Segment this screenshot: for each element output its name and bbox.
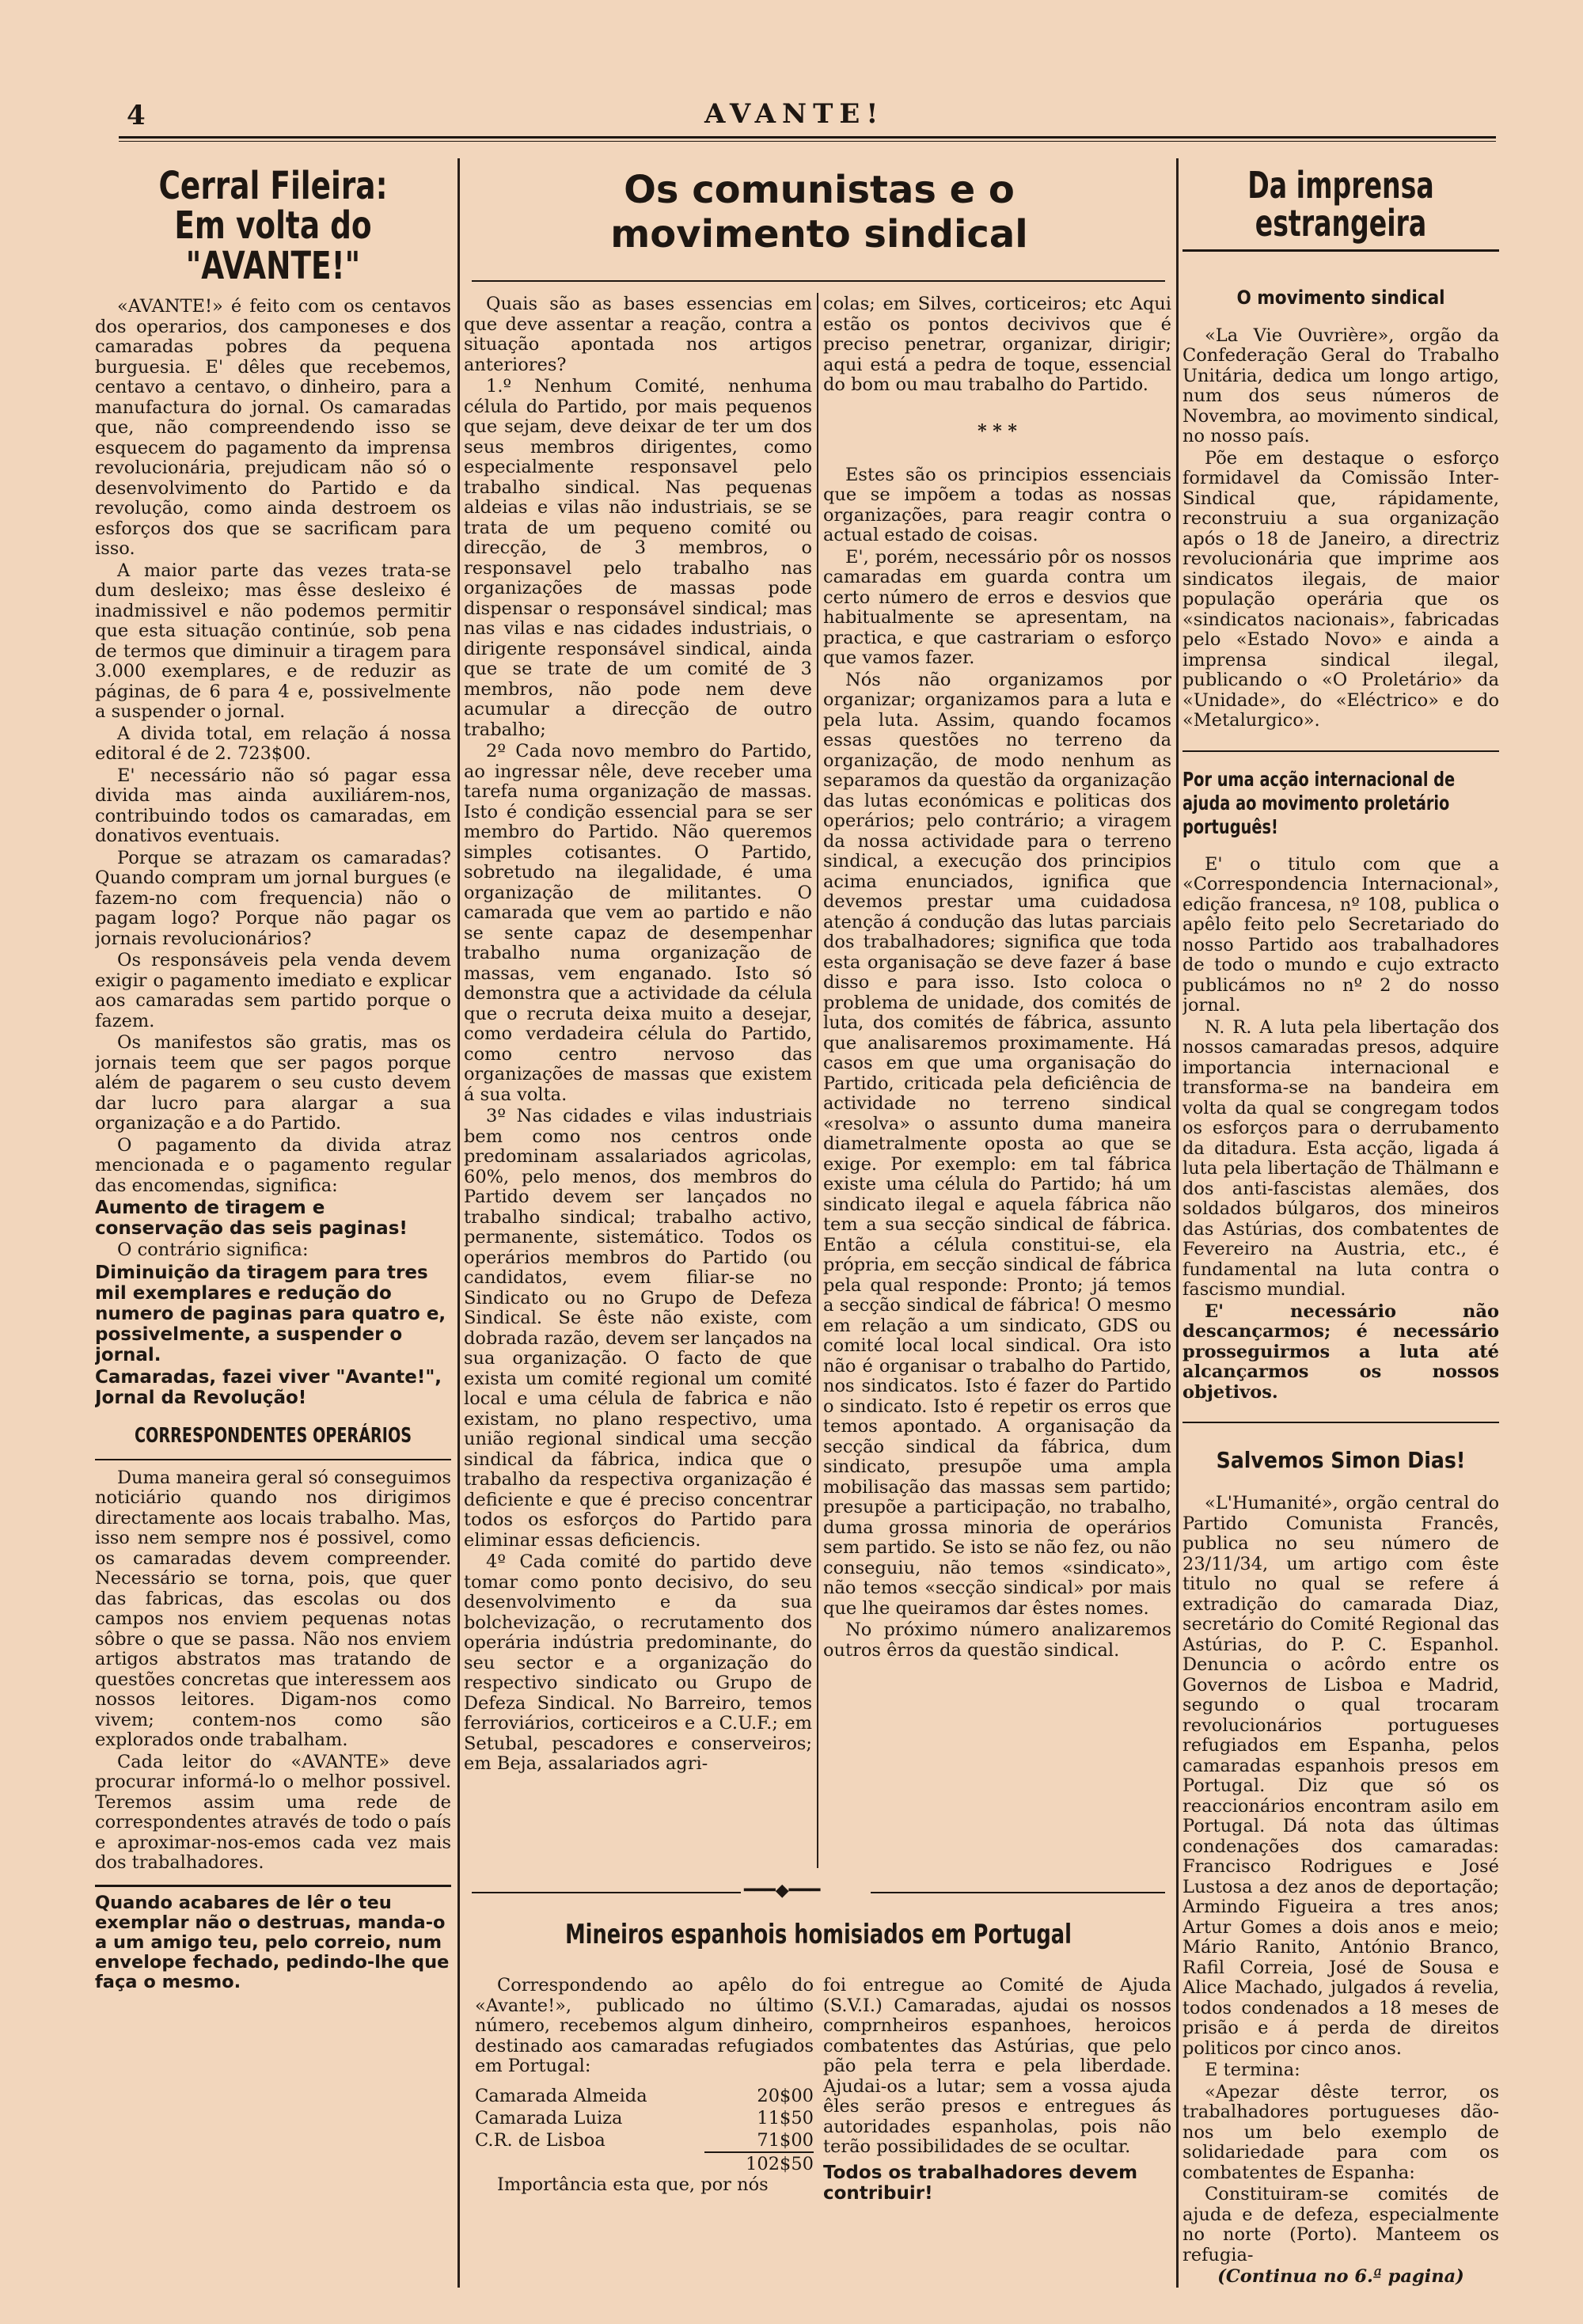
main-col-b [823,294,1171,1874]
paragraph: Porque se atrazam os camaradas? Quando compram um jornal burgues (e fazem-no com frequencia) não o pagam logo? Porque não pagar os jornais revolucionários? [95,847,451,949]
main-col-a [464,294,812,1874]
paragraph: 4º Cada comité do partido deve tomar como ponto decisivo, do seu desenvolvimento e da sua bolchevização, o recrutamento dos operária indústria predominante, do seu sector e a organização do respectivo sindicato ou Grupo de Defeza Sindical. No Barreiro, temos ferroviários, corticeiros e a C.U.F.; em Setubal, pescadores e conserveiros; em Beja, assalariados agri- [464,1551,812,1774]
paragraph: Os manifestos são gratis, mas os jornais teem que ser pagos porque além de pagarem o seu custo devem dar lucro para alargar a sua organização e a do Partido. [95,1032,451,1134]
paragraph: N. R. A luta pela libertação dos nossos camaradas presos, adquire importancia internacional e transforma-se na bandeira em volta da qual se congregam todos os esforços para o derrubamento da ditadura. Esta acção, ligada á luta pela libertação de Thälmann e dos anti-fascistas alemães, dos soldados búlgaros, dos mineiros das Astúrias, dos combatentes de Fevereiro na Austria, etc., é fundamental na luta contra o fascismo mundial. [1183,1016,1499,1301]
ornament-divider: ━━━◆━━━ [744,1881,821,1901]
donation-total-row [704,2151,814,2175]
paragraph: E', porém, necessário pôr os nossos camaradas em guarda contra um certo número de erros e desvios que habitualmente se apresentam, na practica, e que castrariam o esforço que vamos fazer. [823,546,1171,668]
donation-amount: 20$00 [757,2085,814,2106]
right-column [1183,166,1499,2288]
subsection-title: Por uma acção internacional de ajuda ao movimento proletário português! [1183,767,1456,838]
bold-statement: Camaradas, fazei viver "Avante!", Jornal da Revolução! [95,1366,442,1408]
paragraph: «L'Humanité», orgão central do Partido Comunista Francês, publica no seu número de 23/11/34, um artigo com êste titulo no qual se refere á extradição do camarada Diaz, secretário do Comité Regional das Astúrias, do P. C. Espanhol. Denuncia o acôrdo entre os Governos de Lisboa e Madrid, segundo o qual trocaram revolucionários portugueses refugiados em Espanha, pelos camaradas espanhois presos em Portugal. Diz que só os reaccionários encontram asilo em Portugal. Dá nota das últimas condenações dos camaradas: Francisco Rodrigues e José Lustosa a dez anos de deportação; Armindo Figueira a tres anos; Artur Gomes a dois anos e meio; Mário Ranito, António Branco, Rafil Correia, José de Sousa e Alice Machado, julgados á revelia, todos condenados a 18 meses de prisão e á perda de direitos politicos por cinco anos. [1183,1493,1499,2059]
bold-statement: Diminuição da tiragem para tres mil exemplares e redução do numero de paginas para quatro e, possivelmente, a suspender o jornal. [95,1262,446,1365]
divider-rule-left [472,1892,741,1893]
donation-row [475,2085,814,2107]
paragraph: 2º Cada novo membro do Partido, ao ingressar nêle, deve receber uma tarefa numa organização de massas. Isto é condição essencial para se ser membro do Partido. Não queremos simples cotisantes. O Partido, sobretudo na ilegalidade, é uma organização de militantes. O camarada que vem ao partido e não se sente capaz de desempenhar trabalho numa organização de massas, vem enganado. Isto só demonstra que a actividade da célula que o recruta deixa muito a desejar, como verdadeira célula do Partido, como centro nervoso das organizações de massas que existem á sua volta. [464,741,812,1105]
donation-amount: 71$00 [757,2129,814,2151]
paragraph: 1.º Nenhum Comité, nenhuma célula do Partido, por mais pequenos que sejam, deve deixar de ter um dos seus membros dirigentes, como especialmente responsavel pelo trabalho sindical. Nas pequenas aldeias e vilas não industriais, se se trata de um pequeno comité ou direcção, de 3 membros, o responsavel pelo trabalho nas organizações de massas pode dispensar o responsável sindical; mas nas vilas e nas cidades industriais, o dirigente responsável sindical, ainda que se trate de um comité de 3 membros, não pode nem deve acumular a direcção de outro trabalho; [464,376,812,740]
paragraph: Duma maneira geral só conseguimos noticiário quando nos dirigimos directamente aos locais trabalho. Mas, isso nem sempre nos é possivel, como os camaradas devem compreender. Necessário se torna, pois, que quer das fabricas, das escolas ou dos campos nos enviem pequenas notas sôbre o que se passa. Não nos enviem artigos abstratos mas tratando de questões concretas que interessem aos nossos leitores. Digam-nos como vivem; contem-nos como são explorados onde trabalham. [95,1467,451,1751]
donation-name: C.R. de Lisboa [475,2129,605,2151]
section-rule [1183,1422,1499,1423]
paragraph: Põe em destaque o esforço formidavel da Comissão Inter-Sindical que, rápidamente, reconstruiu a sua organização após o 18 de Janeiro, a directriz revolucionária que imprime aos sindicatos ilegais, de maior população operária que os «sindicatos nacionais», fabricadas pelo «Estado Novo» e ainda a imprensa sindical ilegal, publicando o «O Proletário» da «Unidade», do «Eléctrico» e do «Metalurgico». [1183,447,1499,731]
paragraph: E' necessário não descançarmos; é necessário prosseguirmos a luta até alcançarmos os nossos objetivos. [1183,1301,1499,1403]
paragraph: 3º Nas cidades e vilas industriais bem como nos centros onde predominam assalariados agricolas, 60%, pelo menos, dos membros do Partido devem ser lançados no trabalho sindical; trabalho activo, permanente, sistemático. Todos os operários membros do Partido (ou candidatos, evem filiar-se no Sindicato ou no Grupo de Defeza Sindical. Se êste não existe, com dobrada razão, devem ser lançados na sua organização. O facto de que exista um comité regional um comité local e uma célula de fabrica e não existam, no plano respectivo, uma união regional sindical uma secção sindical da fábrica, indica que o trabalho da respectiva organização é deficiente e que é preciso concentrar todos os esforços do Partido para eliminar essas deficiencis. [464,1106,812,1551]
bold-statement: Todos os trabalhadores devem contribuir! [823,2162,1138,2204]
header-rule-thin [119,141,1496,142]
box-rule [95,1885,451,1887]
paragraph: «Apezar dêste terror, os trabalhadores portugueses dão-nos um belo exemplo de solidariedade para com os combatentes de Espanha: [1183,2081,1499,2183]
miners-col-a [475,1976,814,2292]
paragraph: E' o titulo com que a «Correspondencia Internacional», edição francesa, nº 108, publica o apêlo feito pelo Secretariado do nosso Partido aos trabalhadores de todo o mundo e cujo extracto publicámos no nº 2 do nosso jornal. [1183,853,1499,1016]
donation-name: Camarada Almeida [475,2085,647,2106]
paper-name: AVANTE! [704,98,885,130]
fileira-body [95,297,451,1408]
section-stars: * * * [978,420,1017,442]
correspondents-title: CORRESPONDENTES OPERÁRIOS [134,1423,412,1448]
bold-statement: Aumento de tiragem e conservação das seis paginas! [95,1198,408,1240]
paragraph: O pagamento da divida atraz mencionada e o pagamento regular das encomendas, significa: [95,1134,451,1196]
header-rule [119,136,1496,139]
paragraph: E' necessário não só pagar essa divida mas ainda auxiliárem-nos, contribuindo todos os camaradas, em donativos eventuais. [95,765,451,847]
paragraph: E termina: [1205,2060,1300,2081]
continued-note: (Continua no 6.ª pagina) [1217,2266,1464,2288]
foreign-press-title: Da imprensa estrangeira [1247,166,1434,245]
divider-rule-right [871,1892,1165,1893]
column-rule-1 [457,158,460,2288]
donation-row [475,2107,814,2129]
paragraph: O contrário significa: [117,1240,309,1261]
paragraph: Estes são os principios essenciais que se impõem a todas as nossas organizações, para reagir contra o actual estado de coisas. [823,464,1171,545]
miners-col-b [823,1976,1171,2292]
main-title: Os comunistas e o movimento sindical [610,168,1028,256]
paragraph: colas; em Silves, corticeiros; etc Aqui estão os pontos decivivos que é preciso penetrar, organizar, dirigir; aqui está a pedra de toque, essencial do bom ou mau trabalho do Partido. [823,294,1171,395]
fileira-title: Cerral Fileira: Em volta do "AVANTE!" [158,166,388,288]
subsection-title: Salvemos Simon Dias! [1216,1447,1466,1474]
paragraph: Cada leitor do «AVANTE» deve procurar informá-lo o melhor possivel. Teremos assim uma rede de correspondentes através de todo o país e aproximar-nos-emos cada vez mais dos trabalhadores. [95,1751,451,1874]
main-title-rule [472,280,1165,282]
paragraph: A divida total, em relação á nossa editoral é de 2. 723$00. [95,723,451,765]
paragraph: Importância esta que, por nós [497,2174,769,2195]
subsection-title: O movimento sindical [1236,286,1445,309]
column-rule-2 [1176,158,1179,2288]
paragraph: Constituiram-se comités de ajuda e de defeza, especialmente no norte (Porto). Manteem os refugia- [1183,2184,1499,2265]
paragraph: foi entregue ao Comité de Ajuda (S.V.I.) Camaradas, ajudai os nossos comprnheiros espanhoes, heroicos combatentes das Astúrias, que pelo pão pela terra e pela liberdade. Ajudai-os a lutar; sem a vossa ajuda êles serão presos e entregues ás autoridades espanholas, pois não terão possibilidades de se ocultar. [823,1976,1171,2157]
donation-row [475,2129,814,2151]
section-rule [95,1459,451,1460]
donation-amount: 11$50 [757,2107,814,2128]
title-rule [1183,249,1499,252]
section-rule [1183,750,1499,752]
column-rule-main [817,293,818,1868]
paragraph: Quais são as bases essencias em que deve assentar a reação, contra a situação apontada nos artigos anteriores? [464,294,812,375]
paragraph: Correspondendo ao apêlo do «Avante!», publicado no último número, recebemos algum dinheiro, destinado aos camaradas refugiados em Portugal: [475,1976,814,2076]
paragraph: A maior parte das vezes trata-se dum desleixo; mas êsse desleixo é inadmissivel e não podemos permitir que esta situação continúe, sob pena de termos que diminuir a tiragem para 3.000 exemplares, e de reduzir as páginas, de 6 para 4 e, possivelmente a suspender o jornal. [95,560,451,723]
miners-title: Mineiros espanhois homisiados em Portugal [565,1919,1072,1950]
footer-notice: Quando acabares de lêr o teu exemplar não o destruas, manda-o a um amigo teu, pelo correio, num envelope fechado, pedindo-lhe que faça o mesmo. [95,1892,450,1992]
left-column [95,166,451,2288]
page-number: 4 [127,100,146,131]
paragraph: Nós não organizamos por organizar; organizamos para a luta e pela luta. Assim, quando focamos essas questões no terreno da organização, de modo nenhum as separamos da questão da organização das lutas económicas e politicas dos operários; pelo contrário; a viragem da nossa actividade para o terreno sindical, a execução dos principios acima enunciados, ignifica que devemos prestar uma cuidadosa atenção á condução das lutas parciais dos trabalhadores; significa que toda esta organisação se deve fazer á base disso e para isso. Isto coloca o problema de unidade, dos comités de luta, dos comités de fábrica, assunto que analisaremos proximamente. Há casos em que uma organisação do Partido, criticada pela deficiência de actividade no terreno sindical «resolva» o assunto duma maneira diametralmente oposta ao que se exige. Por exemplo: em tal fábrica existe uma célula do Partido; há um sindicato ilegal e aquela fábrica não tem a sua secção sindical de fábrica. Então a célula constitui-se, ela própria, em secção sindical de fábrica pela qual responde: Pronto; já temos a secção sindical de fábrica! O mesmo em relação a um sindicato, GDS ou comité local local sindical. Ora isto não é organisar o trabalho do Partido, nos sindicatos. Isto é fazer do Partido o sindicato. Isto é repetir os erros que temos apontado. A organisação da secção sindical da fábrica, dum sindicato, presupõe uma ampla mobilisação das massas sem partido; presupõe a participação, no trabalho, duma grossa minoria de operários sem partido. Se isto se não fez, ou não conseguiu, não temos «sindicato», não temos «secção sindical» por mais que lhe queiramos dar êstes nomes. [823,669,1171,1619]
donation-name: Camarada Luiza [475,2107,623,2128]
paragraph: Os responsáveis pela venda devem exigir o pagamento imediato e explicar aos camaradas sem partido porque o fazem. [95,950,451,1031]
paragraph: No próximo número analizaremos outros êrros da questão sindical. [823,1620,1171,1661]
paragraph: «AVANTE!» é feito com os centavos dos operarios, dos camponeses e dos camaradas pobres da pequena burguesia. E' dêles que recebemos, centavo a centavo, o dinheiro, para a manufactura do jornal. Os camaradas que, não compreendendo isso se esquecem do pagamento da imprensa revolucionária, prejudicam não só o desenvolvimento do Partido e da revolução, como ainda destroem os esforços dos que se sacrificam para isso. [95,296,451,560]
donation-total: 102$50 [746,2153,814,2174]
paragraph: «La Vie Ouvrière», orgão da Confederação Geral do Trabalho Unitária, dedica um longo artigo, num dos seus números de Novembra, ao movimento sindical, no nosso país. [1183,325,1499,447]
